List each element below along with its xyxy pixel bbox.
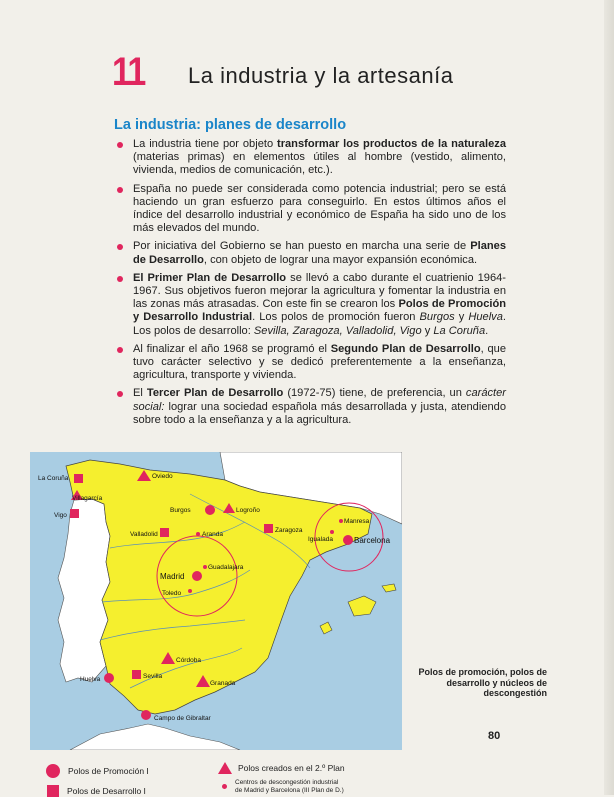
label-igualada: Igualada [308, 536, 333, 543]
paragraph-text: . Los polos de promoción fueron [252, 311, 420, 324]
map-caption: Polos de promoción, polos de desarrollo y núcleos de descongestión [418, 667, 547, 698]
marker-aranda [196, 532, 200, 536]
paragraph-text: carácter social: [133, 387, 506, 413]
paragraph-text: transformar los productos de la naturaleza [277, 138, 507, 150]
label-campo-gibraltar: Campo de Gibraltar [154, 715, 211, 722]
square-icon [47, 785, 59, 797]
label-la-coruna: La Coruña [38, 475, 69, 482]
paragraph-text: Huelva [468, 311, 503, 324]
marker-campo-gibraltar [141, 710, 151, 720]
paragraph-text: El Primer Plan de Desarrollo [133, 271, 287, 284]
bullet-dot-icon [117, 244, 123, 250]
label-sevilla: Sevilla [143, 673, 163, 680]
chapter-title: La industria y la artesanía [188, 63, 454, 88]
marker-zaragoza [264, 524, 273, 533]
legend-descongestion-line2: de Madrid y Barcelona (III Plan de D.) [235, 786, 344, 794]
label-manresa: Manresa [344, 518, 370, 525]
dot-icon [222, 784, 227, 789]
paragraph-text: Sevilla, Zaragoza, Valladolid, Vigo [253, 324, 422, 337]
marker-vigo [70, 509, 79, 518]
bullet-paragraph [116, 183, 506, 236]
marker-manresa [339, 519, 343, 523]
legend-desarrollo-label: Polos de Desarrollo I [67, 786, 146, 796]
marker-toledo [188, 589, 192, 593]
bullet-paragraph [116, 138, 506, 178]
chapter-number: 11 [112, 50, 145, 94]
label-granada: Granada [210, 680, 236, 687]
label-cordoba: Córdoba [176, 657, 201, 664]
paragraph-text: . Los polos de desarrollo: [133, 311, 506, 337]
paragraph-text: (materias primas) en elementos útiles al hombre (vestido, alimento, vivienda, medios de comunicación, etc.). [133, 151, 506, 177]
marker-huelva [104, 673, 114, 683]
marker-valladolid [160, 528, 169, 537]
marker-la-coruna [74, 474, 83, 483]
section-title: La industria: planes de desarrollo [114, 117, 347, 133]
paragraph-text: (1972-75) tiene, de preferencia, un [283, 387, 466, 400]
page-edge [604, 0, 614, 795]
label-oviedo: Oviedo [152, 473, 173, 480]
circle-icon [46, 764, 60, 778]
bullet-dot-icon [117, 142, 123, 148]
legend-promocion-label: Polos de Promoción I [68, 766, 149, 776]
paragraph-text: Segundo Plan de Desarrollo [330, 342, 481, 355]
label-vigo: Vigo [54, 512, 67, 519]
bullet-dot-icon [117, 391, 123, 397]
label-madrid: Madrid [160, 572, 185, 581]
bullet-paragraph [116, 343, 506, 383]
legend-descongestion [218, 779, 344, 794]
paragraph-text: Tercer Plan de Desarrollo [146, 387, 284, 400]
marker-igualada [330, 530, 334, 534]
bullet-paragraph [116, 387, 506, 427]
label-huelva: Huelva [80, 676, 101, 683]
page-number: 80 [488, 730, 501, 742]
marker-guadalajara [203, 565, 207, 569]
paragraph-text: . [485, 324, 489, 337]
paragraph-text: Burgos [419, 311, 455, 324]
triangle-icon [218, 762, 232, 774]
marker-madrid [192, 571, 202, 581]
bullet-paragraph [116, 272, 506, 338]
legend-segundo [218, 762, 345, 774]
bullet-dot-icon [117, 187, 123, 193]
label-toledo: Toledo [162, 590, 182, 597]
paragraph-text: Al finalizar el año 1968 se programó el [133, 342, 331, 355]
marker-burgos [205, 505, 215, 515]
bullet-paragraph [116, 240, 506, 266]
paragraph-text: La Coruña [433, 324, 486, 337]
legend-desarrollo [47, 785, 146, 797]
legend-descongestion-line1: Centros de descongestión industrial [235, 779, 339, 786]
label-zaragoza: Zaragoza [275, 527, 303, 534]
paragraph-text: Por iniciativa del Gobierno se han puesto en marcha una serie de [133, 240, 471, 253]
marker-sevilla [132, 670, 141, 679]
paragraph-text: Planes de Desarrollo [133, 240, 506, 266]
marker-barcelona [343, 535, 353, 545]
map-svg [30, 452, 402, 750]
label-burgos: Burgos [170, 507, 191, 514]
paragraph-text: Polos de Promoción y Desarrollo Industrial [133, 298, 506, 324]
paragraph-text: lograr una sociedad española más desarrollada y justa, atendiendo sobre todo a la enseñanza y a la agricultura. [133, 400, 506, 426]
bullet-dot-icon [117, 347, 123, 353]
label-barcelona: Barcelona [354, 536, 391, 545]
label-aranda: Aranda [202, 531, 223, 538]
bullet-list [116, 138, 506, 432]
industry-map [30, 452, 402, 750]
paragraph-text: se llevó a cabo durante el cuatrienio 1964-1967. Sus objetivos fueron mejorar la agricultura y fomentar la industria en las zonas más atrasadas. Con este fin se crearon los [133, 271, 506, 311]
paragraph-text: La industria tiene por objeto [133, 138, 277, 150]
label-guadalajara: Guadalajara [208, 564, 244, 571]
label-logrono: Logroño [236, 507, 260, 514]
paragraph-text: , con objeto de lograr una mayor expansión económica. [203, 253, 478, 266]
legend-promocion [46, 764, 149, 778]
paragraph-text: España no puede ser considerada como potencia industrial; pero se está haciendo un gran esfuerzo para conseguirlo. En estos últimos años el índice del desarrollo industrial y económico de España ha sido uno de los más elevados del mundo. [133, 182, 506, 235]
label-villagarcia: Villagarcía [72, 495, 103, 502]
paragraph-text: y [454, 311, 469, 324]
paragraph-text: El [133, 387, 147, 400]
paragraph-text: , que tuvo carácter selectivo y se dedicó preferentemente a la enseñanza, agricultura, transporte y vivienda. [133, 342, 506, 382]
paragraph-text: y [421, 324, 434, 337]
label-valladolid: Valladolid [130, 531, 158, 538]
legend-segundo-label: Polos creados en el 2.º Plan [238, 763, 345, 773]
bullet-dot-icon [117, 276, 123, 282]
